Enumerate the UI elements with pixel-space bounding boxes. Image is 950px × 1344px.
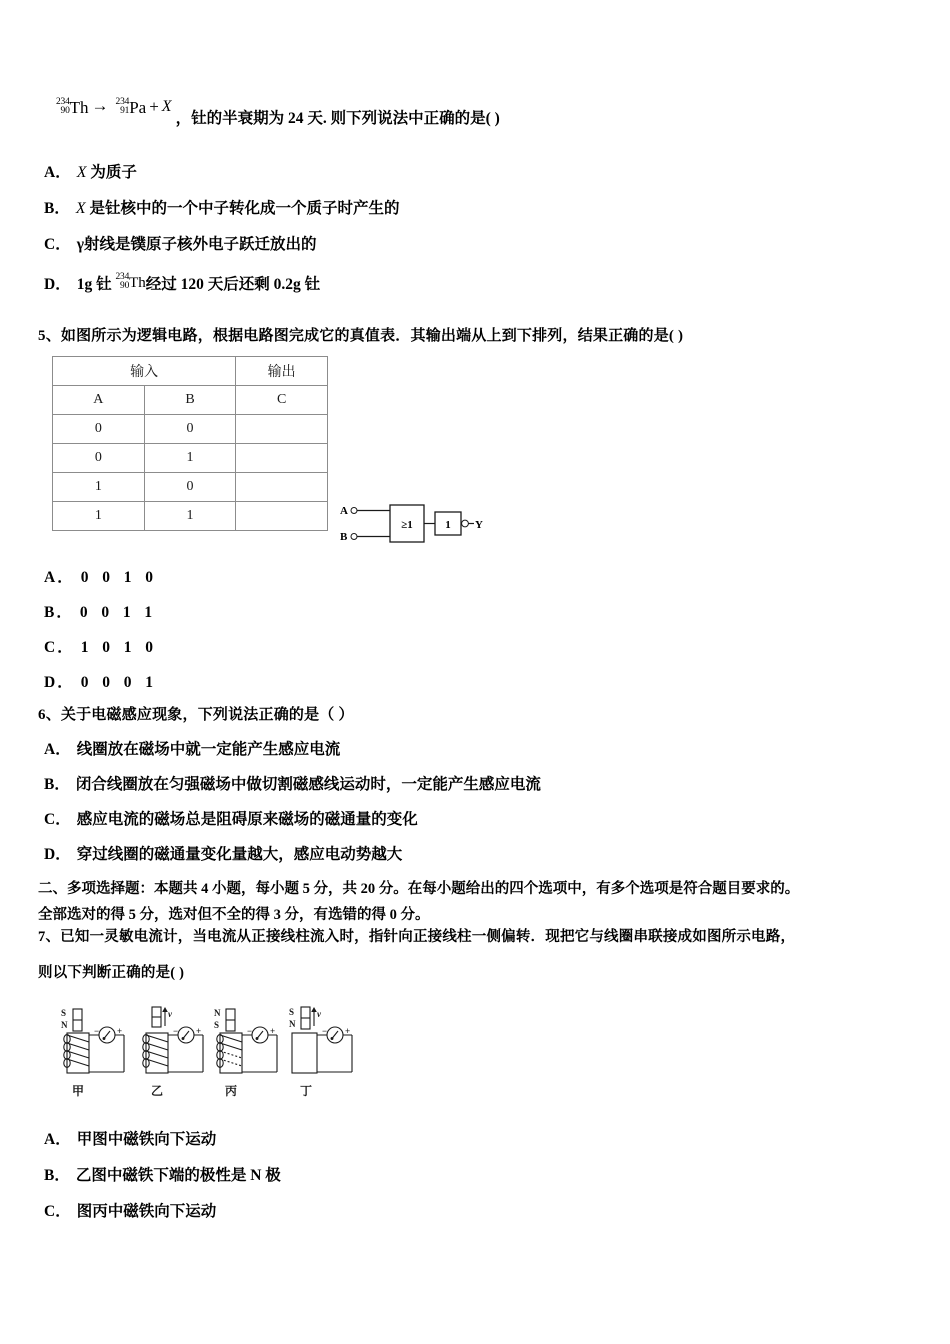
question4-option-b[interactable]: [44, 196, 400, 218]
option-v1: 0: [102, 639, 112, 656]
input-b-terminal-icon: [351, 534, 357, 540]
unknown-particle-x: X: [75, 200, 86, 217]
option-v3: 1: [144, 604, 155, 621]
option-label: C．: [44, 236, 71, 253]
element-symbol: Th: [69, 98, 89, 117]
pole-label-top: S: [61, 1008, 67, 1018]
column-header-c: C: [236, 386, 328, 415]
question7-stem-line2: 则以下判断正确的是( ): [38, 965, 185, 981]
option-label: B．: [44, 604, 74, 621]
cell-c: [236, 473, 328, 502]
question5-truth-table: [52, 356, 328, 531]
input-a-label: A: [340, 505, 348, 517]
table-row: [53, 444, 328, 473]
cell-a: 1: [53, 473, 145, 502]
terminal-positive: +: [345, 1026, 351, 1036]
option-text: 乙图中磁铁下端的极性是 N 极: [75, 1167, 281, 1184]
table-row-group-header: [53, 357, 328, 386]
velocity-label: v: [317, 1009, 321, 1019]
option-v0: 0: [80, 674, 91, 691]
pole-label-bottom: S: [214, 1020, 220, 1030]
option-v1: 0: [102, 569, 112, 586]
question4-option-a[interactable]: [44, 160, 137, 182]
question4-option-c[interactable]: [44, 232, 316, 254]
option-v1: 0: [101, 604, 112, 621]
cell-a: 0: [53, 415, 145, 444]
input-b-label: B: [340, 531, 348, 543]
question7-induction-figures: [50, 1004, 360, 1109]
option-label: D．: [44, 674, 75, 691]
figure-ding: [289, 1007, 352, 1098]
table-row: [53, 473, 328, 502]
question7-option-b[interactable]: [44, 1163, 281, 1185]
question6-option-d[interactable]: [44, 842, 402, 864]
plus-sign: +: [149, 97, 159, 117]
option-v0: 0: [79, 604, 90, 621]
option-text: γ射线是镤原子核外电子跃迁放出的: [76, 236, 317, 253]
question6-option-c[interactable]: [44, 807, 418, 829]
option-label: D．: [44, 846, 71, 863]
option-label: C．: [44, 1203, 71, 1220]
option-label: C．: [44, 639, 75, 656]
figure-bing: [214, 1008, 277, 1098]
cell-c: [236, 502, 328, 531]
atomic-number: 90: [120, 281, 130, 292]
section2-instructions-line2: 全部选对的得 5 分，选对但不全的得 3 分，有选错的得 0 分。: [38, 907, 430, 923]
terminal-negative: −: [322, 1026, 328, 1036]
table-row: [53, 415, 328, 444]
question6-stem: 6、关于电磁感应现象，下列说法正确的是（ ）: [38, 707, 354, 723]
question5-logic-circuit-diagram: [338, 498, 488, 550]
not-gate-label: 1: [445, 519, 451, 531]
option-label: A．: [44, 164, 71, 181]
option-text: 是钍核中的一个中子转化成一个质子时产生的: [89, 200, 400, 217]
terminal-positive: +: [117, 1026, 123, 1036]
question5-option-d[interactable]: [44, 670, 155, 692]
figure-caption: 丁: [299, 1084, 313, 1098]
option-v3: 0: [145, 639, 155, 656]
nuclide-protactinium-234: [116, 97, 147, 118]
question7-option-c[interactable]: [44, 1199, 216, 1221]
option-text: 甲图中磁铁向下运动: [76, 1131, 217, 1148]
group-header-input: 输入: [53, 357, 236, 386]
cell-b: 0: [144, 473, 236, 502]
cell-c: [236, 415, 328, 444]
table-row: [53, 502, 328, 531]
terminal-positive: +: [270, 1026, 276, 1036]
option-label: B．: [44, 200, 70, 217]
mass-number: 234: [56, 97, 70, 107]
inversion-bubble-icon: [462, 520, 469, 527]
atomic-number: 90: [60, 106, 70, 116]
option-label: B．: [44, 1167, 70, 1184]
figure-caption: 甲: [71, 1084, 85, 1098]
question5-option-c[interactable]: [44, 635, 155, 657]
terminal-positive: +: [196, 1026, 202, 1036]
input-a-terminal-icon: [351, 508, 357, 514]
element-symbol: Th: [129, 274, 146, 291]
terminal-negative: −: [173, 1026, 179, 1036]
or-gate-label: ≥1: [401, 519, 413, 531]
option-text: 图丙中磁铁向下运动: [76, 1203, 217, 1220]
option-text: 为质子: [90, 164, 137, 181]
option-label: A．: [44, 1131, 71, 1148]
question7-option-a[interactable]: [44, 1127, 216, 1149]
question6-option-b[interactable]: [44, 772, 541, 794]
option-label: D．: [44, 276, 71, 293]
output-y-label: Y: [475, 519, 483, 531]
pole-label-top: S: [289, 1007, 295, 1017]
option-label: A．: [44, 569, 75, 586]
question6-option-a[interactable]: [44, 737, 340, 759]
unknown-particle-x: X: [76, 164, 87, 181]
option-v2: 1: [123, 639, 134, 656]
velocity-label: v: [168, 1009, 172, 1019]
question4-equation-line: [56, 96, 500, 127]
table-row-column-header: [53, 386, 328, 415]
option-v1: 0: [102, 674, 112, 691]
nuclide-thorium-234: [115, 274, 145, 292]
option-v0: 1: [80, 639, 91, 656]
option-text: 线圈放在磁场中就一定能产生感应电流: [76, 741, 341, 758]
cell-a: 1: [53, 502, 145, 531]
cell-b: 0: [144, 415, 236, 444]
terminal-negative: −: [94, 1026, 100, 1036]
pole-label-top: N: [214, 1008, 221, 1018]
group-header-output: 输出: [236, 357, 328, 386]
pole-label-bottom: N: [61, 1020, 68, 1030]
reaction-arrow-icon: →: [91, 96, 109, 116]
column-header-a: A: [53, 386, 145, 415]
cell-b: 1: [144, 444, 236, 473]
question7-stem-line1: 7、已知一灵敏电流计，当电流从正接线柱流入时，指针向正接线柱一侧偏转．现把它与线圈串联接成如图所示电路，: [38, 929, 796, 945]
option-v3: 0: [145, 569, 155, 586]
element-symbol: Pa: [129, 98, 147, 117]
section2-instructions-line1: 二、多项选择题：本题共 4 小题，每小题 5 分，共 20 分。在每小题给出的四个选项中，有多个选项是符合题目要求的。: [38, 881, 800, 897]
figure-yi: [143, 1007, 203, 1098]
figure-jia: [61, 1008, 124, 1098]
question5-stem: 5、如图所示为逻辑电路，根据电路图完成它的真值表．其输出端从上到下排列，结果正确的是( ): [38, 328, 684, 344]
question4-stem-tail: ，钍的半衰期为 24 天. 则下列说法中正确的是( ): [175, 110, 500, 127]
terminal-negative: −: [247, 1026, 253, 1036]
question5-option-a[interactable]: [44, 565, 155, 587]
question5-option-b[interactable]: [44, 600, 154, 622]
induction-figures-svg: [50, 1004, 360, 1112]
option-v2: 1: [122, 604, 133, 621]
figure-caption: 乙: [150, 1084, 164, 1098]
option-text: 穿过线圈的磁通量变化量越大，感应电动势越大: [76, 846, 403, 863]
option-v0: 0: [80, 569, 91, 586]
unknown-particle-x: X: [161, 98, 172, 116]
figure-caption: 丙: [224, 1084, 238, 1098]
cell-c: [236, 444, 328, 473]
option-label: B．: [44, 776, 70, 793]
pole-label-bottom: N: [289, 1019, 296, 1029]
mass-number: 234: [115, 272, 130, 283]
cell-b: 1: [144, 502, 236, 531]
option-text-after: 经过 120 天后还剩 0.2g 钍: [145, 276, 321, 293]
option-text: 感应电流的磁场总是阻碍原来磁场的磁通量的变化: [76, 811, 418, 828]
logic-circuit-svg: [338, 498, 488, 550]
option-text-before: 1g 钍: [76, 276, 112, 293]
column-header-b: B: [144, 386, 236, 415]
option-label: A．: [44, 741, 71, 758]
option-text: 闭合线圈放在匀强磁场中做切割磁感线运动时，一定能产生感应电流: [75, 776, 541, 793]
option-label: C．: [44, 811, 71, 828]
option-v3: 1: [145, 674, 155, 691]
option-v2: 1: [123, 569, 134, 586]
atomic-number: 91: [120, 106, 130, 116]
question4-option-d[interactable]: [44, 272, 320, 294]
option-v2: 0: [123, 674, 134, 691]
mass-number: 234: [115, 97, 130, 107]
cell-a: 0: [53, 444, 145, 473]
nuclide-thorium-234: [56, 97, 89, 118]
